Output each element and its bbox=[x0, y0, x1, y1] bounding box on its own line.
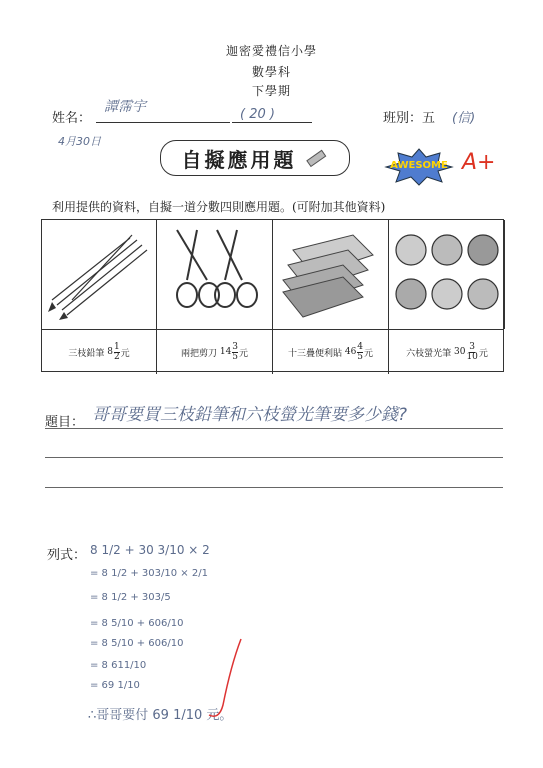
caption-whole: 30 bbox=[453, 347, 466, 357]
caption-pencils bbox=[42, 330, 157, 374]
item-image-highlighters bbox=[389, 220, 505, 329]
items-table bbox=[41, 219, 504, 372]
answer-line-3 bbox=[45, 487, 503, 488]
caption-unit: 元 bbox=[364, 348, 374, 359]
caption-notes bbox=[273, 330, 389, 374]
student-number: ( 20 ) bbox=[240, 107, 275, 122]
item-image-notes bbox=[273, 220, 389, 329]
school-name: 迦密愛禮信小學 bbox=[225, 44, 317, 58]
highlighters-icon bbox=[389, 220, 505, 329]
awesome-sticker bbox=[384, 147, 454, 187]
caption-denominator: 2 bbox=[113, 351, 120, 362]
caption-fraction bbox=[466, 343, 477, 362]
caption-fraction bbox=[232, 343, 238, 362]
pencils-icon bbox=[42, 220, 157, 329]
subject-name: 數學科 bbox=[251, 65, 291, 79]
sticker-text: AWESOME bbox=[390, 160, 448, 171]
answer-line-1 bbox=[45, 428, 503, 429]
work-line: = 8 611/10 bbox=[90, 660, 147, 671]
instruction-text: 利用提供的資料，自擬一道分數四則應用題。(可附加其他資料) bbox=[52, 200, 386, 214]
pencil-icon bbox=[303, 145, 329, 171]
scissors-icon bbox=[157, 220, 273, 329]
caption-denominator: 10 bbox=[466, 351, 478, 362]
work-line: = 8 1/2 + 303/10 × 2/1 bbox=[90, 568, 208, 579]
class-value: (信) bbox=[452, 111, 476, 126]
caption-row bbox=[42, 329, 503, 374]
work-line: = 69 1/10 bbox=[90, 680, 140, 691]
answer-statement: ∴哥哥要付 69 1/10 元。 bbox=[88, 708, 233, 723]
work-line: = 8 5/10 + 606/10 bbox=[90, 618, 184, 629]
name-value: 譚霈宇 bbox=[104, 99, 146, 115]
caption-highlighters bbox=[389, 330, 505, 374]
sticky-notes-icon bbox=[273, 220, 389, 329]
term-name: 下學期 bbox=[251, 84, 291, 98]
question-label: 題目： bbox=[45, 415, 85, 430]
caption-label: 十三疊便利貼 bbox=[287, 348, 342, 359]
check-mark-icon bbox=[205, 635, 245, 725]
caption-label: 六枝螢光筆 bbox=[406, 348, 452, 359]
caption-denominator: 5 bbox=[232, 351, 239, 362]
item-image-scissors bbox=[157, 220, 273, 329]
work-line: = 8 5/10 + 606/10 bbox=[90, 638, 184, 649]
item-image-pencils bbox=[42, 220, 157, 329]
caption-label: 三枝鉛筆 bbox=[68, 348, 105, 359]
answer-line-2 bbox=[45, 457, 503, 458]
caption-numerator: 4 bbox=[357, 341, 364, 352]
question-text: 哥哥要買三枝鉛筆和六枝螢光筆要多少錢? bbox=[92, 405, 408, 425]
number-underline bbox=[232, 122, 312, 123]
name-underline bbox=[96, 122, 230, 123]
caption-whole: 8 bbox=[107, 347, 113, 357]
caption-numerator: 3 bbox=[232, 341, 239, 352]
date-note: 4月30日 bbox=[58, 135, 101, 148]
caption-denominator: 5 bbox=[357, 351, 364, 362]
work-line: 8 1/2 + 30 3/10 × 2 bbox=[90, 543, 210, 557]
caption-fraction bbox=[114, 343, 120, 362]
caption-scissors bbox=[157, 330, 273, 374]
caption-fraction bbox=[357, 343, 363, 362]
caption-numerator: 1 bbox=[113, 341, 120, 352]
caption-whole: 14 bbox=[219, 347, 232, 357]
caption-unit: 元 bbox=[239, 348, 249, 359]
caption-unit: 元 bbox=[120, 348, 130, 359]
caption-numerator: 3 bbox=[469, 341, 476, 352]
worksheet-title bbox=[160, 140, 350, 176]
caption-label: 兩把剪刀 bbox=[180, 348, 217, 359]
title-text: 自擬應用題 bbox=[181, 147, 297, 172]
work-line: = 8 1/2 + 303/5 bbox=[90, 592, 171, 603]
grade-mark: A+ bbox=[462, 150, 496, 175]
work-label: 列式： bbox=[47, 548, 87, 563]
name-label: 姓名： bbox=[52, 111, 92, 126]
caption-unit: 元 bbox=[478, 348, 488, 359]
caption-whole: 46 bbox=[344, 347, 357, 357]
class-label: 班別：五 bbox=[383, 111, 436, 126]
